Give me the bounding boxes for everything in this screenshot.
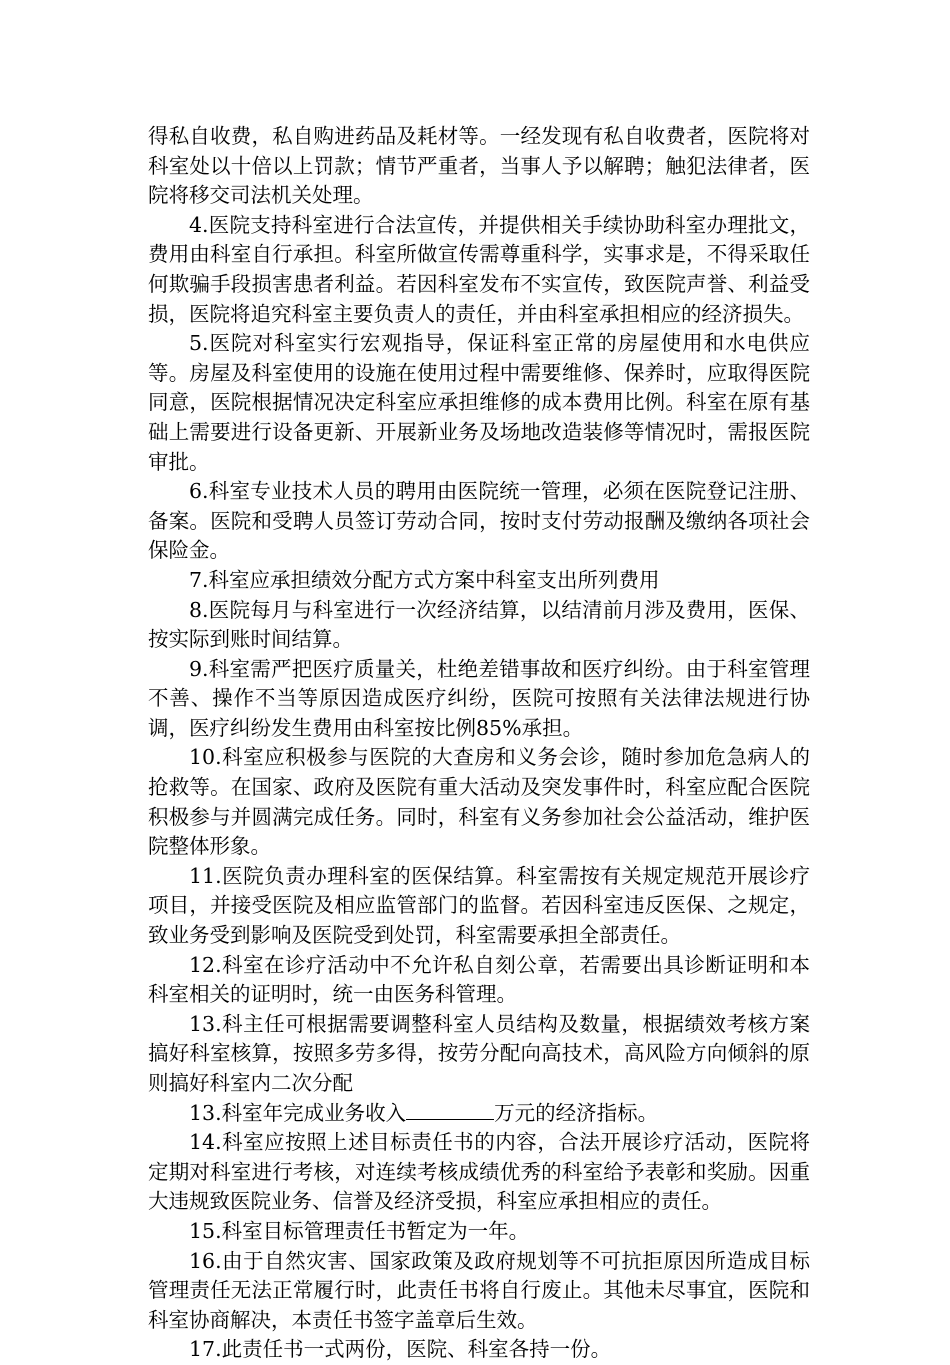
paragraph-item-13b xyxy=(148,1099,810,1129)
paragraph-item-15: 15.科室目标管理责任书暂定为一年。 xyxy=(189,1218,530,1243)
paragraph-continuation: 得私自收费，私自购进药品及耗材等。一经发现有私自收费者，医院将对科室处以十倍以上罚款；情节严重者，当事人予以解聘；触犯法律者，医院将移交司法机关处理。 xyxy=(148,124,810,208)
paragraph-item-13b-after: 万元的经济指标。 xyxy=(494,1100,659,1125)
paragraph-item-9: 9.科室需严把医疗质量关，杜绝差错事故和医疗纠纷。由于科室管理不善、操作不当等原因造成医疗纠纷，医院可按照有关法律法规进行协调，医疗纠纷发生费用由科室按比例85%承担。 xyxy=(148,656,810,740)
paragraph-item-7: 7.科室应承担绩效分配方式方案中科室支出所列费用 xyxy=(189,567,660,592)
paragraph-item-11: 11.医院负责办理科室的医保结算。科室需按有关规定规范开展诊疗项目，并接受医院及相应监管部门的监督。若因科室违反医保、之规定，致业务受到影响及医院受到处罚，科室需要承担全部责任。 xyxy=(148,863,810,948)
paragraph-item-8: 8.医院每月与科室进行一次经济结算，以结清前月涉及费用，医保、按实际到账时间结算。 xyxy=(148,597,810,652)
paragraph-item-13a: 13.科主任可根据需要调整科室人员结构及数量，根据绩效考核方案搞好科室核算，按照多劳多得，按劳分配向高技术，高风险方向倾斜的原则搞好科室内二次分配 xyxy=(148,1011,810,1095)
paragraph-item-12: 12.科室在诊疗活动中不允许私自刻公章，若需要出具诊断证明和本科室相关的证明时，统一由医务科管理。 xyxy=(148,952,810,1007)
paragraph-item-5: 5.医院对科室实行宏观指导，保证科室正常的房屋使用和水电供应等。房屋及科室使用的设施在使用过程中需要维修、保养时，应取得医院同意，医院根据情况决定科室应承担维修的成本费用比例。科室在原有基础上需要进行设备更新、开展新业务及场地改造装修等情况时，需报医院审批。 xyxy=(148,331,810,474)
paragraph-item-17: 17.此责任书一式两份，医院、科室各持一份。 xyxy=(189,1337,612,1362)
paragraph-item-4: 4.医院支持科室进行合法宣传，并提供相关手续协助科室办理批文，费用由科室自行承担。科室所做宣传需尊重科学，实事求是，不得采取任何欺骗手段损害患者利益。若因科室发布不实宣传，致医院声誉、利益受损，医院将追究科室主要负责人的责任，并由科室承担相应的经济损失。 xyxy=(148,212,810,326)
paragraph-item-13b-before: 13.科室年完成业务收入 xyxy=(189,1100,407,1125)
document-body xyxy=(148,122,810,1365)
paragraph-item-16: 16.由于自然灾害、国家政策及政府规划等不可抗拒原因所造成目标管理责任无法正常履行时，此责任书将自行废止。其他未尽事宜，医院和科室协商解决，本责任书签字盖章后生效。 xyxy=(148,1248,810,1332)
paragraph-item-14: 14.科室应按照上述目标责任书的内容，合法开展诊疗活动，医院将定期对科室进行考核，对连续考核成绩优秀的科室给予表彰和奖励。因重大违规致医院业务、信誉及经济受损，科室应承担相应的责任。 xyxy=(148,1130,810,1214)
paragraph-item-6: 6.科室专业技术人员的聘用由医院统一管理，必须在医院登记注册、备案。医院和受聘人员签订劳动合同，按时支付劳动报酬及缴纳各项社会保险金。 xyxy=(148,479,810,563)
fill-in-blank-line xyxy=(406,1101,494,1120)
paragraph-item-10: 10.科室应积极参与医院的大查房和义务会诊，随时参加危急病人的抢救等。在国家、政府及医院有重大活动及突发事件时，科室应配合医院积极参与并圆满完成任务。同时，科室有义务参加社会公益活动，维护医院整体形象。 xyxy=(148,745,810,859)
